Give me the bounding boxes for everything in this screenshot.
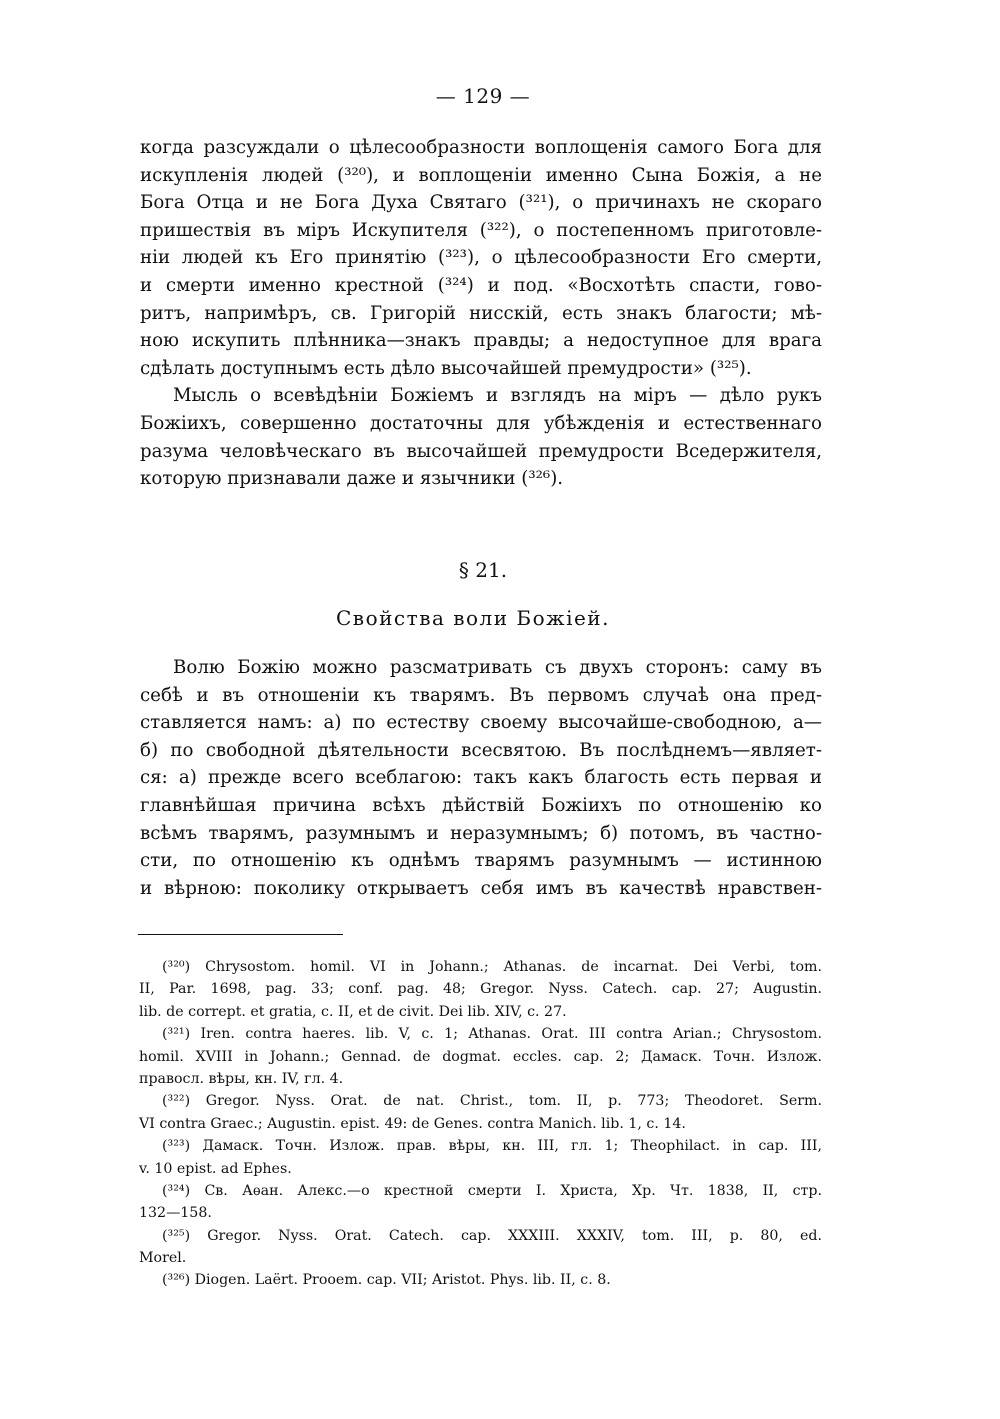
page-number: — 129 — — [435, 84, 531, 108]
text-line: ною искупить плѣнника—знакъ правды; а недоступное для врага — [140, 330, 822, 352]
footnote-line: lib. de corrept. et gratia, c. II, et de civit. Dei lib. XIV, c. 27. — [139, 1003, 567, 1020]
footnote-line: (³²⁵) Gregor. Nyss. Orat. Catech. cap. XXXIII. XXXIV, tom. III, p. 80, ed. — [162, 1227, 822, 1244]
footnotes — [139, 956, 822, 1292]
text-line: всѣмъ тварямъ, разумнымъ и неразумнымъ; б) потомъ, въ частно- — [140, 822, 822, 844]
text-line: ся: а) прежде всего всеблагою: такъ какъ благость есть первая и — [140, 767, 822, 789]
body-text-top — [140, 134, 822, 493]
footnote-line: VI contra Graec.; Augustin. epist. 49: de Genes. contra Manich. lib. 1, c. 14. — [139, 1115, 686, 1132]
text-line: сти, по отношенію къ однѣмъ тварямъ разумнымъ — истинною — [140, 850, 822, 872]
text-line: когда разсуждали о цѣлесообразности воплощенія самого Бога для — [140, 137, 822, 158]
footnote-line: (³²³) Дамаск. Точн. Излож. прав. вѣры, кн. III, гл. 1; Theophilact. in cap. III, — [162, 1138, 822, 1155]
footnote-line: 132—158. — [139, 1205, 212, 1222]
text-line: разума человѣческаго въ высочайшей премудрости Вседержителя, — [140, 440, 822, 462]
footnote-line: правосл. вѣры, кн. IV, гл. 4. — [139, 1070, 344, 1087]
section-number: § 21. — [458, 558, 508, 582]
text-line: и вѣрною: поколику открываетъ себя имъ въ качествѣ нравствен- — [140, 877, 822, 899]
footnote-line: homil. XVIII in Johann.; Gennad. de dogmat. eccles. cap. 2; Дамаск. Точн. Излож. — [139, 1048, 822, 1065]
footnote-divider — [138, 934, 343, 935]
footnote-line: v. 10 epist. ad Ephes. — [139, 1160, 292, 1177]
text-line: б) по свободной дѣятельности всесвятою. Въ послѣднемъ—являет- — [140, 739, 822, 761]
text-line: Волю Божію можно разсматривать съ двухъ сторонъ: саму въ — [173, 657, 822, 678]
footnote-line: (³²⁰) Chrysostom. homil. VI in Johann.; Athanas. de incarnat. Dei Verbi, tom. — [162, 959, 822, 975]
footnote-line: II, Par. 1698, pag. 33; conf. pag. 48; Gregor. Nyss. Catech. cap. 27; Augustin. — [139, 981, 822, 998]
text-line: Бога Отца и не Бога Духа Святаго (³²¹), о причинахъ не скораго — [140, 192, 822, 214]
text-line: ніи людей къ Его принятію (³²³), о цѣлесообразности Его смерти, — [140, 247, 822, 269]
text-line: и смерти именно крестной (³²⁴) и под. «Восхотѣть спасти, гово- — [140, 274, 822, 296]
body-text-bottom — [140, 654, 822, 902]
text-line: себѣ и въ отношеніи къ тварямъ. Въ первомъ случаѣ она пред- — [140, 684, 822, 706]
section-title: Свойства воли Божіей. — [336, 606, 610, 630]
footnote-line: (³²⁴) Св. Аѳан. Алекс.—о крестной смерти I. Христа, Хр. Чт. 1838, II, стр. — [162, 1182, 822, 1199]
text-line: Мысль о всевѣдѣніи Божіемъ и взглядъ на міръ — дѣло рукъ — [173, 385, 822, 407]
footnote-line: (³²⁶) Diogen. Laërt. Prooem. cap. VII; Aristot. Phys. lib. II, c. 8. — [162, 1272, 611, 1289]
text-line: пришествія въ міръ Искупителя (³²²), о постепенномъ приготовле- — [140, 219, 822, 241]
footnote-line: (³²¹) Iren. contra haeres. lib. V, c. 1; Athanas. Orat. III contra Arian.; Chrysostom. — [162, 1026, 822, 1043]
text-line: ритъ, напримѣръ, св. Григорій нисскій, есть знакъ благости; мѣ- — [140, 302, 822, 324]
text-line: Божіихъ, совершенно достаточны для убѣжденія и естественнаго — [140, 412, 822, 434]
text-line: искупленія людей (³²⁰), и воплощеніи именно Сына Божія, а не — [140, 164, 822, 186]
footnote-line: Morel. — [139, 1250, 187, 1267]
footnote-line: (³²²) Gregor. Nyss. Orat. de nat. Christ., tom. II, p. 773; Theodoret. Serm. — [162, 1093, 822, 1110]
text-line: которую признавали даже и язычники (³²⁶). — [140, 468, 564, 490]
text-line: ставляется намъ: а) по естеству своему высочайше-свободною, а— — [140, 712, 822, 734]
text-line: сдѣлать доступнымъ есть дѣло высочайшей премудрости» (³²⁵). — [140, 357, 752, 379]
text-line: главнѣйшая причина всѣхъ дѣйствій Божіихъ по отношенію ко — [140, 794, 822, 816]
